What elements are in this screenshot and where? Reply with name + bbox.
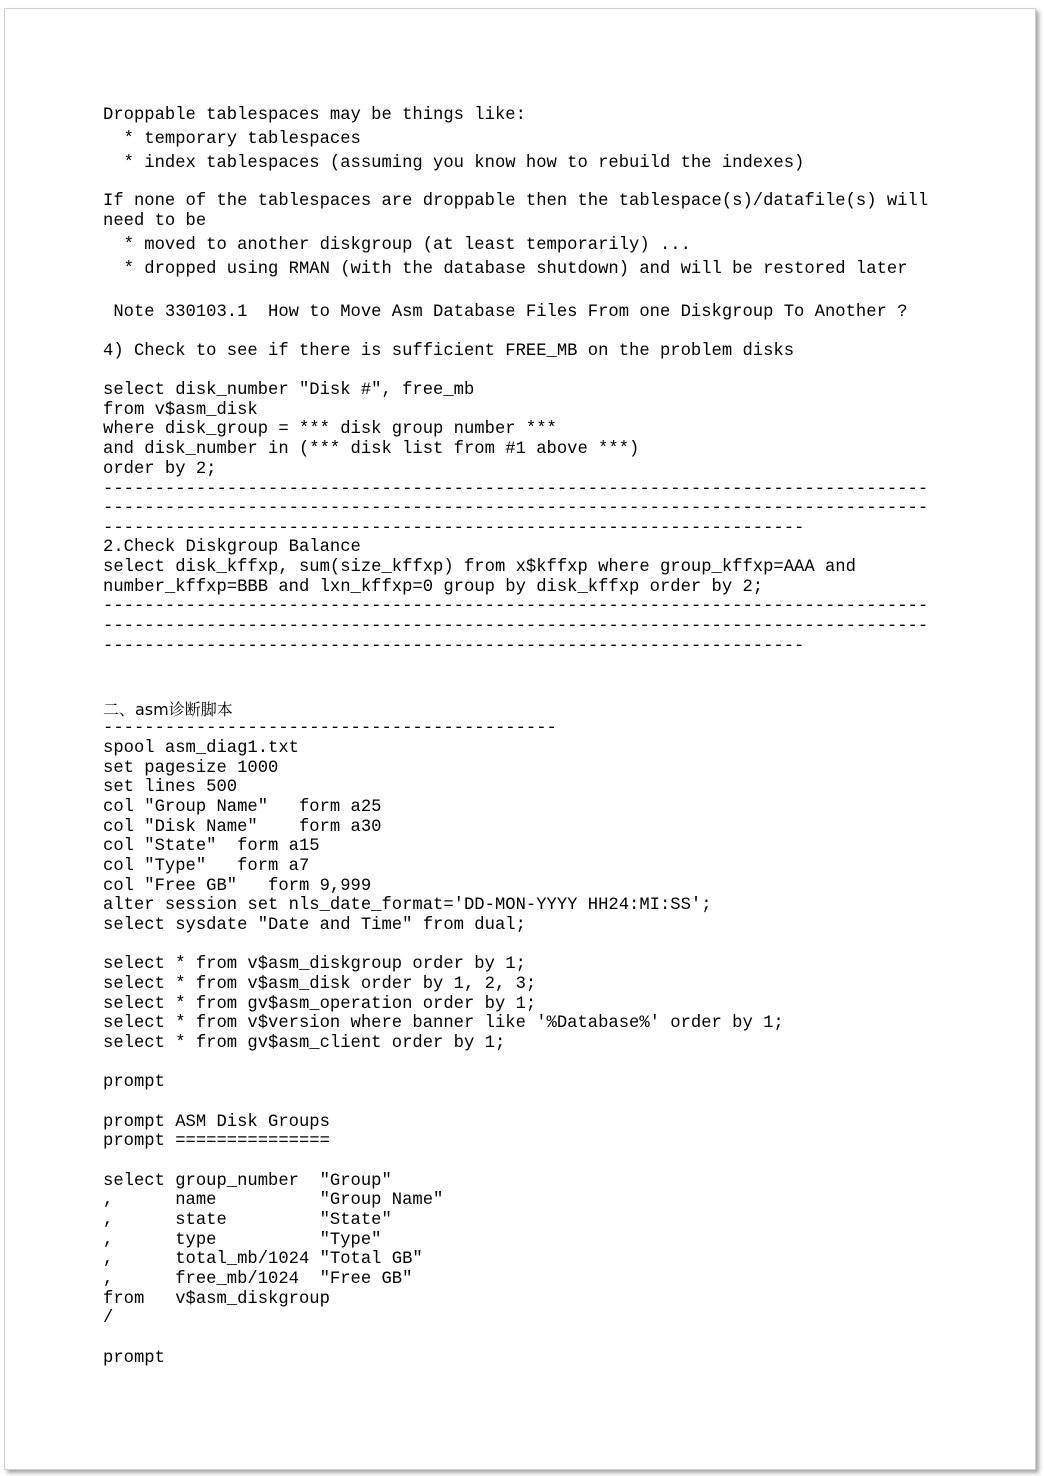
note-reference: Note 330103.1 How to Move Asm Database Files From one Diskgroup To Another ?: [103, 303, 908, 322]
text-line: need to be: [103, 212, 207, 231]
code-line: and disk_number in (*** disk list from #1 above ***): [103, 440, 640, 459]
text-line: If none of the tablespaces are droppable then the tablespace(s)/datafile(s) will: [103, 192, 929, 211]
code-line: from v$asm_disk: [103, 401, 258, 420]
code-line: select sysdate "Date and Time" from dual;: [103, 916, 526, 935]
code-line: number_kffxp=BBB and lxn_kffxp=0 group by disk_kffxp order by 2;: [103, 578, 764, 597]
code-line: col "State" form a15: [103, 837, 320, 856]
code-line: select * from v$version where banner like '%Database%' order by 1;: [103, 1014, 784, 1033]
code-line: select * from gv$asm_client order by 1;: [103, 1034, 506, 1053]
code-line: col "Disk Name" form a30: [103, 818, 382, 837]
separator-line: --------------------------------------------------------------------------------: [103, 480, 929, 499]
code-line: prompt ===============: [103, 1132, 330, 1151]
separator-line: --------------------------------------------------------------------------------: [103, 499, 929, 518]
code-line: order by 2;: [103, 460, 217, 479]
code-line: , state "State": [103, 1211, 392, 1230]
code-line: select disk_number "Disk #", free_mb: [103, 381, 475, 400]
separator-line: --------------------------------------------------------------------: [103, 519, 805, 538]
code-line: prompt: [103, 1349, 165, 1368]
code-line: , total_mb/1024 "Total GB": [103, 1250, 423, 1269]
code-line: select * from v$asm_diskgroup order by 1;: [103, 955, 526, 974]
section-heading: 2.Check Diskgroup Balance: [103, 538, 361, 557]
code-line: set lines 500: [103, 778, 238, 797]
text-line: * dropped using RMAN (with the database shutdown) and will be restored later: [103, 260, 908, 279]
separator-line: --------------------------------------------------------------------------------: [103, 617, 929, 636]
code-line: alter session set nls_date_format='DD-MON-YYYY HH24:MI:SS';: [103, 896, 712, 915]
section-heading: 二、asm诊断脚本: [103, 700, 233, 719]
text-line: * temporary tablespaces: [103, 130, 361, 149]
code-line: set pagesize 1000: [103, 759, 279, 778]
text-line: Droppable tablespaces may be things like:: [103, 106, 526, 125]
code-line: prompt: [103, 1073, 165, 1092]
code-line: from v$asm_diskgroup: [103, 1290, 330, 1309]
code-line: col "Free GB" form 9,999: [103, 877, 372, 896]
code-line: , type "Type": [103, 1231, 382, 1250]
code-line: select disk_kffxp, sum(size_kffxp) from x$kffxp where group_kffxp=AAA and: [103, 558, 856, 577]
document-page: [4, 8, 1036, 1470]
code-line: select group_number "Group": [103, 1172, 392, 1191]
code-line: prompt ASM Disk Groups: [103, 1113, 330, 1132]
code-line: where disk_group = *** disk group number ***: [103, 420, 557, 439]
code-line: col "Type" form a7: [103, 857, 310, 876]
code-line: col "Group Name" form a25: [103, 798, 382, 817]
code-line: select * from v$asm_disk order by 1, 2, 3;: [103, 975, 537, 994]
separator-line: --------------------------------------------------------------------------------: [103, 597, 929, 616]
separator-line: --------------------------------------------------------------------: [103, 637, 805, 656]
code-line: spool asm_diag1.txt: [103, 739, 299, 758]
separator-line: --------------------------------------------: [103, 719, 557, 738]
code-line: , free_mb/1024 "Free GB": [103, 1270, 413, 1289]
code-line: select * from gv$asm_operation order by 1;: [103, 995, 537, 1014]
code-line: /: [103, 1309, 114, 1328]
text-line: * index tablespaces (assuming you know how to rebuild the indexes): [103, 154, 805, 173]
text-line: * moved to another diskgroup (at least temporarily) ...: [103, 236, 691, 255]
text-line: 4) Check to see if there is sufficient FREE_MB on the problem disks: [103, 342, 795, 361]
code-line: , name "Group Name": [103, 1191, 444, 1210]
